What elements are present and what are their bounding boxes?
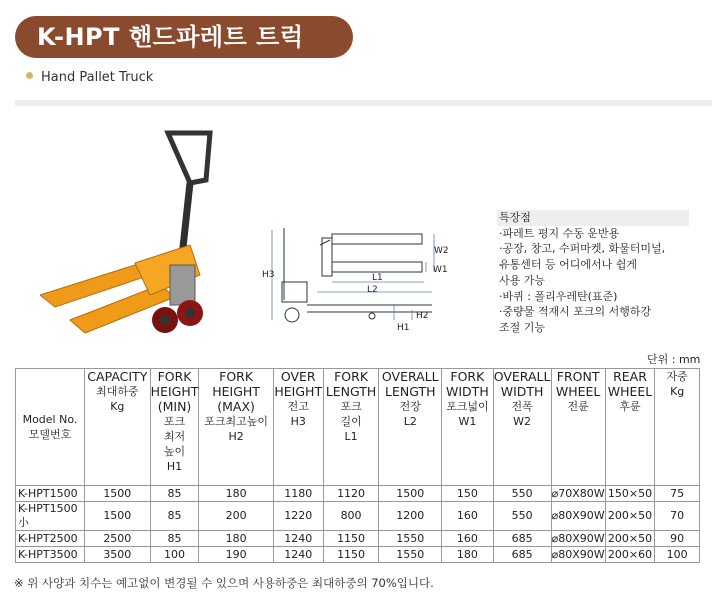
column-header-en: OVERALL LENGTH [381, 369, 439, 399]
column-header [84, 369, 150, 486]
footnote: ※ 위 사양과 치수는 예고없이 변경될 수 있으며 사용하중은 최대하중의 70%입니다. [14, 576, 434, 590]
table-row [16, 502, 700, 531]
unit-label: 단위 : mm [647, 353, 701, 366]
table-cell: 1220 [273, 502, 323, 531]
column-header-ko: 전장 L2 [399, 400, 421, 428]
model-cell: K-HPT2500 [16, 531, 85, 547]
table-cell: 100 [655, 547, 700, 563]
table-cell: 190 [199, 547, 273, 563]
column-header-ko: Model No. 모델번호 [22, 413, 78, 441]
table-cell: 800 [323, 502, 379, 531]
table-cell: 160 [442, 531, 494, 547]
label-l2: L2 [367, 285, 378, 295]
feature-line: ·파레트 평지 수동 운반용 [499, 226, 620, 240]
column-header-ko: 포크넓이 W1 [446, 400, 489, 428]
column-header [323, 369, 379, 486]
label-h3: H3 [262, 270, 275, 280]
table-cell: 180 [442, 547, 494, 563]
column-header-ko: 포크최고높이 H2 [204, 415, 268, 443]
model-cell: K-HPT3500 [16, 547, 85, 563]
table-cell: ⌀70X80W [551, 486, 605, 500]
feature-line: 조절 기능 [499, 320, 546, 334]
model-cell: K-HPT1500小 [16, 502, 85, 531]
table-cell: 100 [150, 547, 199, 563]
page-title: K-HPT 핸드파레트 트럭 [15, 16, 353, 58]
table-cell: 1120 [323, 486, 379, 502]
table-cell: 1240 [273, 531, 323, 547]
table-cell: 200×50 [605, 502, 655, 531]
column-header-en: FORK WIDTH [446, 369, 489, 399]
table-cell: 150×50 [605, 486, 655, 502]
table-cell: 150 [442, 486, 494, 502]
column-header-ko: 전폭 W2 [511, 400, 533, 428]
table-cell: 1150 [323, 531, 379, 547]
column-header-ko: 전륜 [567, 400, 589, 413]
feature-line: ·바퀴 : 폴리우레탄(표준) [499, 289, 618, 303]
divider [15, 100, 712, 106]
column-header-ko: 포크 최저 높이 H1 [163, 415, 186, 473]
table-cell: 200×60 [605, 547, 655, 563]
table-cell: ⌀80X90W [551, 531, 605, 545]
table-cell: 160 [442, 502, 494, 531]
dimension-diagram [262, 220, 462, 335]
column-header [273, 369, 323, 486]
table-cell: 685 [493, 547, 551, 563]
table-cell: 1200 [379, 502, 442, 531]
table-cell: 2500 [84, 531, 150, 547]
table-cell: 180 [199, 531, 273, 547]
label-h2: H2 [416, 311, 429, 321]
table-cell: 550 [493, 502, 551, 531]
table-cell: 85 [150, 531, 199, 547]
label-h1: H1 [397, 323, 410, 333]
table-cell: 1550 [379, 547, 442, 563]
table-cell: 200×50 [605, 531, 655, 547]
table-cell: 85 [150, 486, 199, 502]
table-header-row [16, 369, 700, 486]
column-header [551, 369, 605, 486]
column-header [379, 369, 442, 486]
column-header-ko: 자중 Kg [666, 370, 688, 398]
label-l1: L1 [372, 273, 383, 283]
table-cell: ⌀80X90W [551, 547, 605, 561]
table-cell: 1180 [273, 486, 323, 502]
column-header [150, 369, 199, 486]
column-header [655, 369, 700, 486]
spec-table [15, 368, 700, 563]
column-header [16, 369, 85, 486]
table-cell: 70 [655, 502, 700, 531]
column-header-en: CAPACITY [87, 369, 148, 384]
table-cell: 90 [655, 531, 700, 547]
feature-line: 사용 가능 [499, 273, 546, 287]
table-cell: 1500 [84, 486, 150, 502]
column-header-en: FORK HEIGHT (MIN) [150, 369, 199, 414]
table-cell: 1500 [379, 486, 442, 502]
label-w2: W2 [434, 246, 449, 256]
column-header-ko: 후륜 [619, 400, 641, 413]
model-cell: K-HPT1500 [16, 486, 85, 502]
column-header [199, 369, 273, 486]
page-subtitle [26, 70, 153, 85]
table-cell: ⌀80X90W [551, 502, 605, 531]
column-header-en: FORK LENGTH [325, 369, 377, 399]
subtitle-text: Hand Pallet Truck [41, 70, 154, 85]
column-header [493, 369, 551, 486]
table-cell: 75 [655, 486, 700, 502]
column-header-en: REAR WHEEL [607, 369, 653, 399]
table-cell: 1240 [273, 547, 323, 563]
table-cell: 3500 [84, 547, 150, 563]
table-cell: 85 [150, 502, 199, 531]
column-header-en: FRONT WHEEL [555, 369, 601, 399]
table-cell: 1550 [379, 531, 442, 547]
column-header [442, 369, 494, 486]
column-header-en: OVERALL WIDTH [493, 369, 551, 399]
column-header-ko: 최대하중 Kg [96, 385, 139, 413]
table-cell: 1150 [323, 547, 379, 563]
column-header-en: OVER HEIGHT [274, 369, 323, 399]
table-body [16, 486, 700, 563]
features-box [497, 210, 689, 336]
table-row [16, 531, 700, 547]
bullet-icon [26, 72, 33, 79]
table-cell: 1500 [84, 502, 150, 531]
feature-line: 유통센터 등 어디에서나 쉽게 [499, 258, 638, 272]
feature-line: ·중량물 적재시 포크의 서행하강 [499, 305, 652, 319]
table-cell: 550 [493, 486, 551, 502]
column-header [605, 369, 655, 486]
column-header-ko: 포크 길이 L1 [340, 400, 362, 443]
column-header-ko: 전고 H3 [287, 400, 309, 428]
table-cell: 180 [199, 486, 273, 502]
table-row [16, 547, 700, 563]
feature-line: ·공장, 창고, 수퍼마켓, 화물터미널, [499, 242, 666, 256]
table-row [16, 486, 700, 502]
table-cell: 685 [493, 531, 551, 547]
pallet-truck-image [40, 125, 240, 340]
table-cell: 200 [199, 502, 273, 531]
label-w1: W1 [433, 265, 448, 275]
column-header-en: FORK HEIGHT (MAX) [212, 369, 260, 414]
features-title: 특장점 [497, 210, 689, 226]
